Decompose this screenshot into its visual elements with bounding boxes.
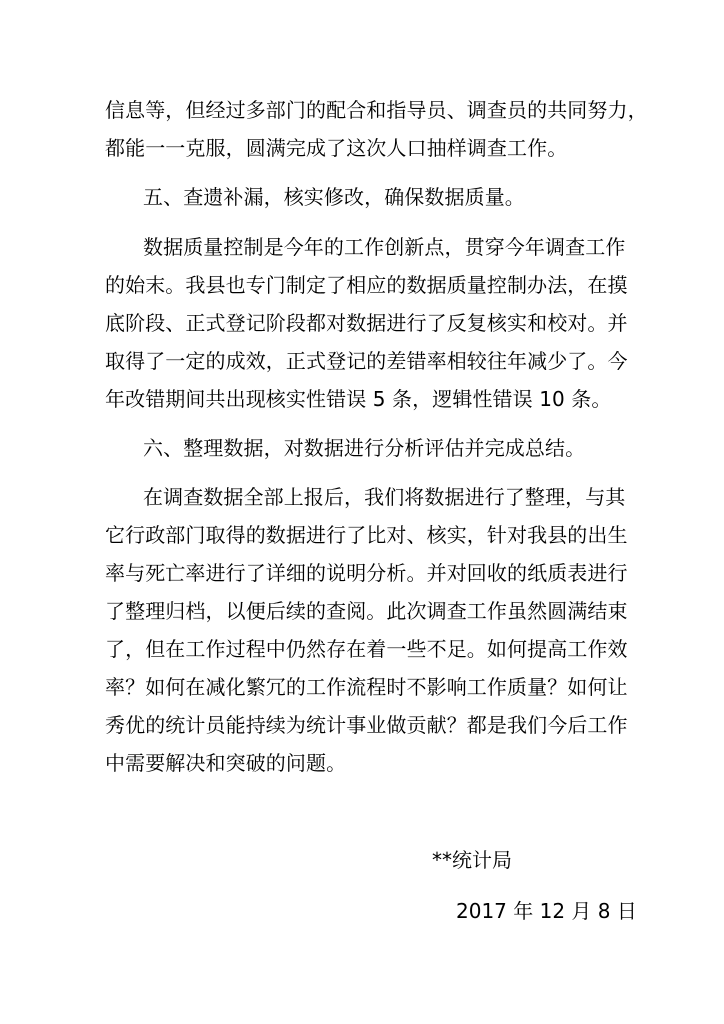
text-line: 率与死亡率进行了详细的说明分析。并对回收的纸质表进行 [105,561,628,585]
section-heading-5: 五、查遗补漏，核实修改，确保数据质量。 [143,185,525,209]
signature-date: 2017 年 12 月 8 日 [456,899,637,923]
text-line: 它行政部门取得的数据进行了比对、核实，针对我县的出生 [105,523,628,547]
section-heading-6: 六、整理数据，对数据进行分析评估并完成总结。 [143,436,586,460]
text-line: 取得了一定的成效，正式登记的差错率相较往年减少了。今 [105,349,628,373]
text-line: 了，但在工作过程中仍然存在着一些不足。如何提高工作效 [105,637,628,661]
text-line: 秀优的统计员能持续为统计事业做贡献？都是我们今后工作 [105,713,628,737]
signature-organization: **统计局 [432,848,512,872]
text-line: 了整理归档，以便后续的查阅。此次调查工作虽然圆满结束 [105,599,628,623]
text-line: 在调查数据全部上报后，我们将数据进行了整理，与其 [143,485,626,509]
text-line: 率？如何在减化繁冗的工作流程时不影响工作质量？如何让 [105,675,628,699]
text-line: 的始末。我县也专门制定了相应的数据质量控制办法，在摸 [105,273,628,297]
text-line: 信息等，但经过多部门的配合和指导员、调查员的共同努力， [105,98,648,122]
text-line: 底阶段、正式登记阶段都对数据进行了反复核实和校对。并 [105,311,628,335]
text-line: 都能一一克服，圆满完成了这次人口抽样调查工作。 [105,136,568,160]
text-line: 中需要解决和突破的问题。 [105,751,347,775]
text-line: 数据质量控制是今年的工作创新点，贯穿今年调查工作 [143,235,626,259]
text-line: 年改错期间共出现核实性错误 5 条，逻辑性错误 10 条。 [105,387,612,411]
